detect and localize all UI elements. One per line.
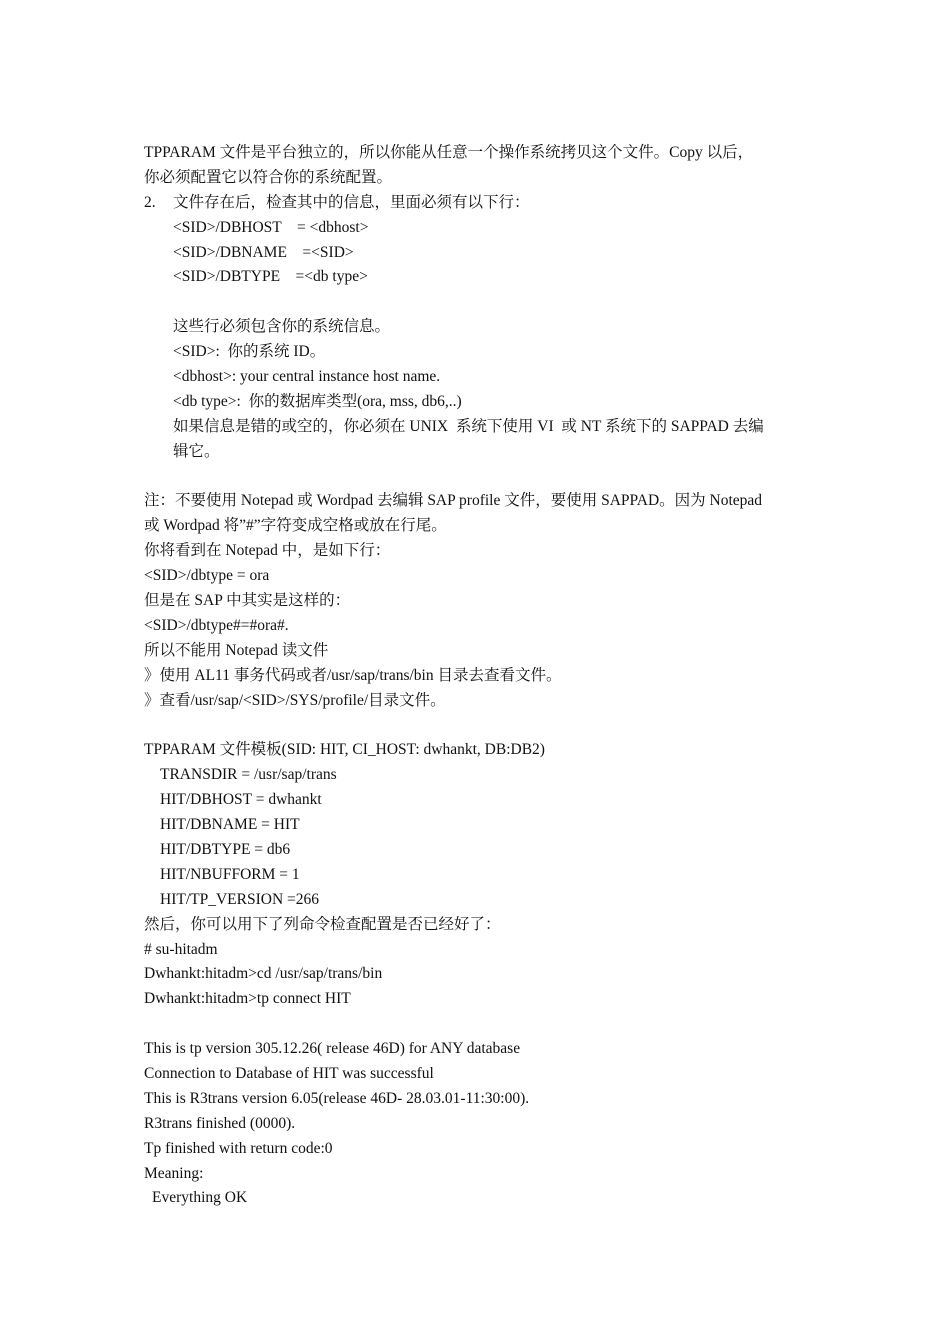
spacer [144,1012,814,1037]
note-line-9: 》查看/usr/sap/<SID>/SYS/profile/目录文件。 [144,691,446,709]
definition-dbtype: <db type>: 你的数据库类型(ora, mss, db6,..) [173,392,462,410]
output-result: Everything OK [152,1189,248,1207]
output-line-1: This is tp version 305.12.26( release 46D) for ANY database [144,1040,521,1058]
config-line-dbname: <SID>/DBNAME =<SID> [173,243,354,261]
output-line-4: R3trans finished (0000). [144,1114,296,1132]
step-2 [144,191,814,216]
config-line-dbhost: <SID>/DBHOST = <dbhost> [173,218,369,236]
edit-note-line-1: 如果信息是错的或空的，你必须在 UNIX 系统下使用 VI 或 NT 系统下的 SAPPAD 去编 [173,417,764,435]
document-body [144,141,814,1211]
must-contain-text: 这些行必须包含你的系统信息。 [173,318,391,336]
template-line-dbhost: HIT/DBHOST = dwhankt [160,791,322,809]
command-cd: Dwhankt:hitadm>cd /usr/sap/trans/bin [144,965,383,983]
template-line-tp-version: HIT/TP_VERSION =266 [160,890,320,908]
intro-line-1: TPPARAM 文件是平台独立的，所以你能从任意一个操作系统拷贝这个文件。Copy 以后， [144,144,754,161]
template-line-dbname: HIT/DBNAME = HIT [160,816,300,834]
note-line-6: <SID>/dbtype#=#ora#. [144,616,289,634]
spacer [144,290,814,315]
output-line-2: Connection to Database of HIT was successful [144,1064,434,1082]
note-line-7: 所以不能用 Notepad 读文件 [144,641,329,659]
note-line-1: 注：不要使用 Notepad 或 Wordpad 去编辑 SAP profile 文件，要使用 SAPPAD。因为 Notepad [144,492,763,510]
template-line-transdir: TRANSDIR = /usr/sap/trans [160,766,337,784]
template-line-nbufform: HIT/NBUFFORM = 1 [160,865,300,883]
note-line-4: <SID>/dbtype = ora [144,567,270,585]
output-line-5: Tp finished with return code:0 [144,1139,333,1157]
template-line-dbtype: HIT/DBTYPE = db6 [160,840,291,858]
note-line-3: 你将看到在 Notepad 中，是如下行： [144,542,391,560]
output-line-6: Meaning: [144,1164,204,1182]
output-line-3: This is R3trans version 6.05(release 46D- 28.03.01-11:30:00). [144,1089,530,1107]
definition-dbhost: <dbhost>: your central instance host name. [173,368,441,386]
intro-line-2: 你必须配置它以符合你的系统配置。 [144,168,393,186]
config-line-dbtype: <SID>/DBTYPE =<db type> [173,268,368,286]
spacer [144,713,814,738]
step-2-text: 文件存在后，检查其中的信息，里面必须有以下行： [173,193,530,211]
definition-sid: <SID>: 你的系统 ID。 [173,343,326,361]
step-2-number: 2. [144,193,156,211]
command-tp-connect: Dwhankt:hitadm>tp connect HIT [144,990,351,1008]
note-line-8: 》使用 AL11 事务代码或者/usr/sap/trans/bin 目录去查看文件。 [144,666,562,684]
command-su: # su-hitadm [144,940,218,958]
spacer [144,465,814,490]
note-line-5: 但是在 SAP 中其实是这样的： [144,592,351,610]
note-line-2: 或 Wordpad 将”#”字符变成空格或放在行尾。 [144,517,447,535]
check-intro: 然后，你可以用下了列命令检查配置是否已经好了： [144,915,501,933]
edit-note-line-2: 辑它。 [173,442,220,460]
template-title: TPPARAM 文件模板(SID: HIT, CI_HOST: dwhankt, DB:DB2) [144,741,545,759]
